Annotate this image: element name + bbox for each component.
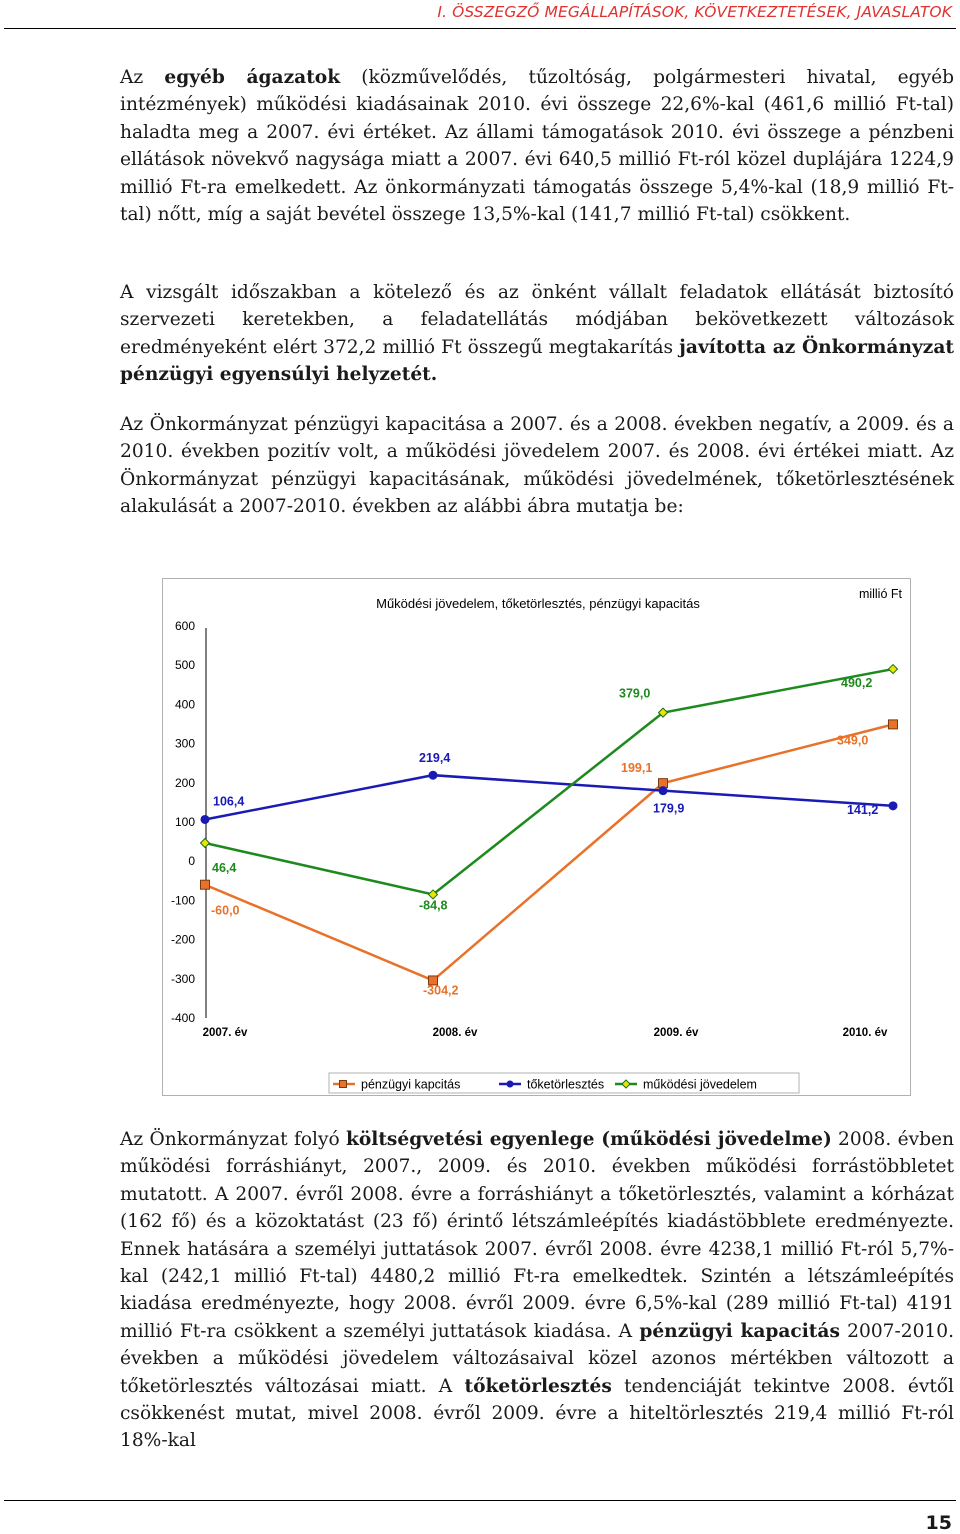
p4-bold-budget-balance: költségvetési egyenlege (működési jövedelme) [346,1129,832,1150]
header-rule [4,28,956,29]
paragraph-savings [120,279,954,389]
line-chart-frame [162,578,911,1096]
data-point-marker [659,786,668,795]
series-line-0 [205,724,893,980]
data-label: 379,0 [619,686,651,701]
legend-label: pénzügyi kapcitás [361,1077,461,1092]
data-point-marker [201,880,210,889]
data-label: 349,0 [837,733,869,748]
data-label: 141,2 [847,802,879,817]
y-tick-label: 600 [174,619,195,633]
line-chart [163,579,910,1095]
data-point-marker [429,771,438,780]
p4-text-e: tendenciáját tekintve 2008. évtől csökkenést mutat, mivel 2008. évről 2009. évre a hiteltörlesztés 219,4 millió Ft-ról 18%-kal [120,1375,954,1452]
y-tick-label: 400 [174,697,195,712]
y-tick-label: 500 [174,658,195,673]
legend-marker [507,1081,514,1088]
data-label: 219,4 [419,751,451,766]
p2-bold-balance: javította az Önkormányzat pénzügyi egyensúlyi helyzetét. [120,336,954,386]
x-category-label: 2008. év [432,1027,478,1039]
series-line-1 [205,775,893,819]
page-header [0,0,960,30]
y-tick-label: 0 [188,854,195,869]
data-label: 106,4 [213,794,245,809]
p4-text-d: 2007-2010. években a működési jövedelem változásaival közel azonos mértékben változott a tőketörlesztés változásai miatt. A [120,1320,954,1397]
data-point-marker [889,665,898,674]
data-label: 490,2 [841,676,873,691]
footer-rule [4,1500,956,1501]
p4-bold-capacity: pénzügyi kapacitás [639,1320,840,1342]
series-line-2 [205,669,893,894]
p1-bold-other-sectors: egyéb ágazatok [164,67,341,88]
data-point-marker [889,801,898,810]
p4-bold-repayment: tőketörlesztés [464,1375,612,1397]
y-tick-label: -400 [170,1011,195,1025]
paragraph-other-sectors [120,64,954,228]
data-label: 179,9 [653,801,685,816]
y-tick-label: -100 [170,893,195,908]
legend-marker [340,1081,347,1088]
data-label: -84,8 [419,898,448,913]
data-label: -304,2 [423,983,459,998]
y-tick-label: -300 [170,971,195,986]
chart-title: Működési jövedelem, tőketörlesztés, pénzügyi kapacitás [376,596,700,611]
p1-text-a: Az [120,67,165,88]
p1-text-c: (közművelődés, tűzoltóság, polgármesteri hivatal, egyéb intézmények) működési kiadásainak 2010. évi összege 22,6%-kal (461,6 millió Ft-tal) haladta meg a 2007. évi értéket. Az állami támogatások 2010. évi összege a pénzbeni ellátások növekvő nagysága miatt a 2007. évi 640,5 millió Ft-ról közel duplájára 1224,9 millió Ft-ra emelkedett. Az önkormányzati támogatás összege 5,4%-kal (18,9 millió Ft-tal) nőtt, míg a saját bevétel összege 13,5%-kal (141,7 millió Ft-tal) csökkent. [120,67,954,226]
p4-text-c: 2008. évben működési forráshiányt, 2007., 2009. és 2010. években működési forrástöbbletet mutatott. A 2007. évről 2008. évre a forráshiányt a tőketörlesztés, valamint a kórházat (162 fő) és a közoktatást (23 fő) érintő létszámleépítés kiadástöbblete eredményezte. Ennek hatására a személyi juttatások 2007. évről 2008. évre 4238,1 millió Ft-ról 5,7%-kal (242,1 millió Ft-tal) 4480,2 millió Ft-ra emelkedtek. Szintén a létszámleépítés kiadása eredményezte, hogy 2008. évről 2009. évre 6,5%-kal (289 millió Ft-tal) 4191 millió Ft-ra csökkent a személyi juttatások kiadása. A [120,1129,954,1342]
p3-text-a: Az Önkormányzat pénzügyi kapacitása a 2007. és a 2008. években negatív, a 2009. és a 2010. években pozitív volt, a működési jövedelem 2007. és 2008. évi értékei miatt. Az Önkormányzat pénzügyi kapacitásának, működési jövedelmének, tőketörlesztésének alakulását a 2007-2010. években az alábbi ábra mutatja be: [120,414,954,518]
data-label: 199,1 [621,761,653,776]
p4-text-a: Az Önkormányzat folyó [120,1129,346,1150]
data-point-marker [889,720,898,729]
x-category-label: 2007. év [202,1027,248,1039]
chapter-title: I. ÖSSZEGZŐ MEGÁLLAPÍTÁSOK, KÖVETKEZTETÉSEK, JAVASLATOK [437,3,952,21]
data-label: 46,4 [212,861,237,876]
data-point-marker [201,815,210,824]
data-point-marker [201,839,210,848]
y-tick-label: 300 [174,736,195,751]
x-category-label: 2010. év [842,1027,888,1039]
p2-text-a: A vizsgált időszakban a kötelező és az önként vállalt feladatok ellátását biztosító szervezeti keretekben, a feladatellátás módjában bekövetkezett változások eredményeként elért 372,2 millió Ft összegű megtakarítás [120,282,954,358]
legend-label: tőketörlesztés [527,1077,605,1092]
y-tick-label: -200 [170,932,195,947]
paragraph-budget-balance [120,1126,954,1455]
chart-unit-label: millió Ft [858,587,902,601]
legend-label: működési jövedelem [643,1077,757,1092]
y-tick-label: 200 [174,775,195,790]
paragraph-financial-capacity [120,411,954,521]
data-label: -60,0 [211,903,240,918]
page-number: 15 [925,1512,952,1534]
x-category-label: 2009. év [653,1027,699,1039]
y-tick-label: 100 [174,815,195,829]
